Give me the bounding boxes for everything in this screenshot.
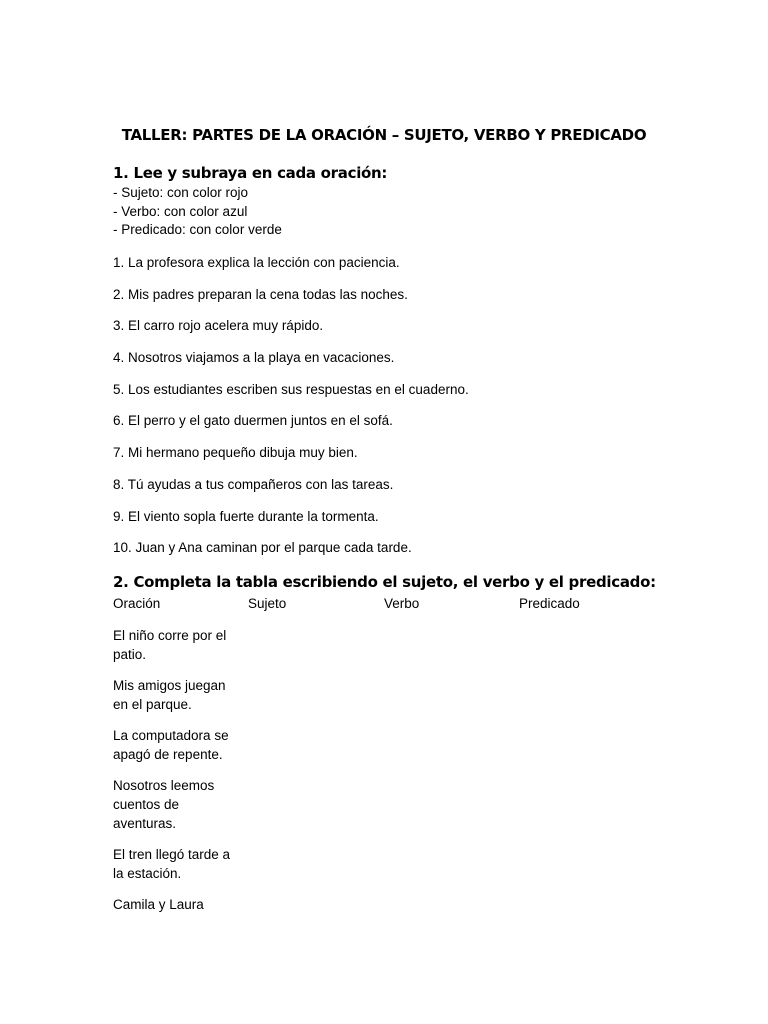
sentence-item: 1. La profesora explica la lección con paciencia. [113, 255, 400, 270]
sentence-item: 9. El viento sopla fuerte durante la tormenta. [113, 508, 379, 524]
table-header-row [113, 594, 633, 626]
section-1-heading: 1. Lee y subraya en cada oración: [113, 164, 388, 182]
instruction-item-verbo: - Verbo: con color azul [113, 203, 248, 219]
page-title: TALLER: PARTES DE LA ORACIÓN – SUJETO, VERBO Y PREDICADO [121, 126, 647, 144]
table-row [113, 676, 241, 714]
table-row [113, 845, 241, 883]
sentence-item: 5. Los estudiantes escriben sus respuestas en el cuaderno. [113, 381, 469, 397]
column-header-oracion: Oración [113, 596, 161, 611]
table-cell-oracion: La computadora se apagó de repente. [113, 728, 229, 762]
completion-table [113, 594, 633, 926]
table-row [113, 776, 241, 833]
instruction-item-sujeto: - Sujeto: con color rojo [113, 185, 249, 200]
table-cell-oracion: Mis amigos juegan en el parque. [113, 678, 226, 712]
column-header-sujeto: Sujeto [248, 596, 287, 611]
table-row [113, 626, 241, 664]
table-cell-oracion: Nosotros leemos cuentos de aventuras. [113, 778, 215, 831]
instruction-item-predicado: - Predicado: con color verde [113, 222, 282, 238]
sentence-item: 2. Mis padres preparan la cena todas las noches. [113, 286, 408, 302]
sentence-item: 3. El carro rojo acelera muy rápido. [113, 318, 324, 334]
sentence-item: 8. Tú ayudas a tus compañeros con las tareas. [113, 476, 394, 492]
column-header-predicado: Predicado [519, 596, 580, 611]
sentence-item: 4. Nosotros viajamos a la playa en vacaciones. [113, 350, 395, 366]
sentence-item: 6. El perro y el gato duermen juntos en el sofá. [113, 413, 393, 429]
table-cell-oracion: El niño corre por el patio. [113, 628, 227, 662]
sentence-item: 7. Mi hermano pequeño dibuja muy bien. [113, 445, 358, 461]
section-2-heading: 2. Completa la tabla escribiendo el sujeto, el verbo y el predicado: [113, 573, 656, 591]
table-cell-oracion: Camila y Laura [113, 897, 204, 912]
table-row [113, 895, 241, 914]
instruction-list [113, 184, 282, 240]
sentence-list [113, 254, 469, 571]
column-header-verbo: Verbo [384, 596, 420, 611]
table-row [113, 726, 241, 764]
table-cell-oracion: El tren llegó tarde a la estación. [113, 847, 231, 881]
sentence-item: 10. Juan y Ana caminan por el parque cada tarde. [113, 540, 412, 556]
